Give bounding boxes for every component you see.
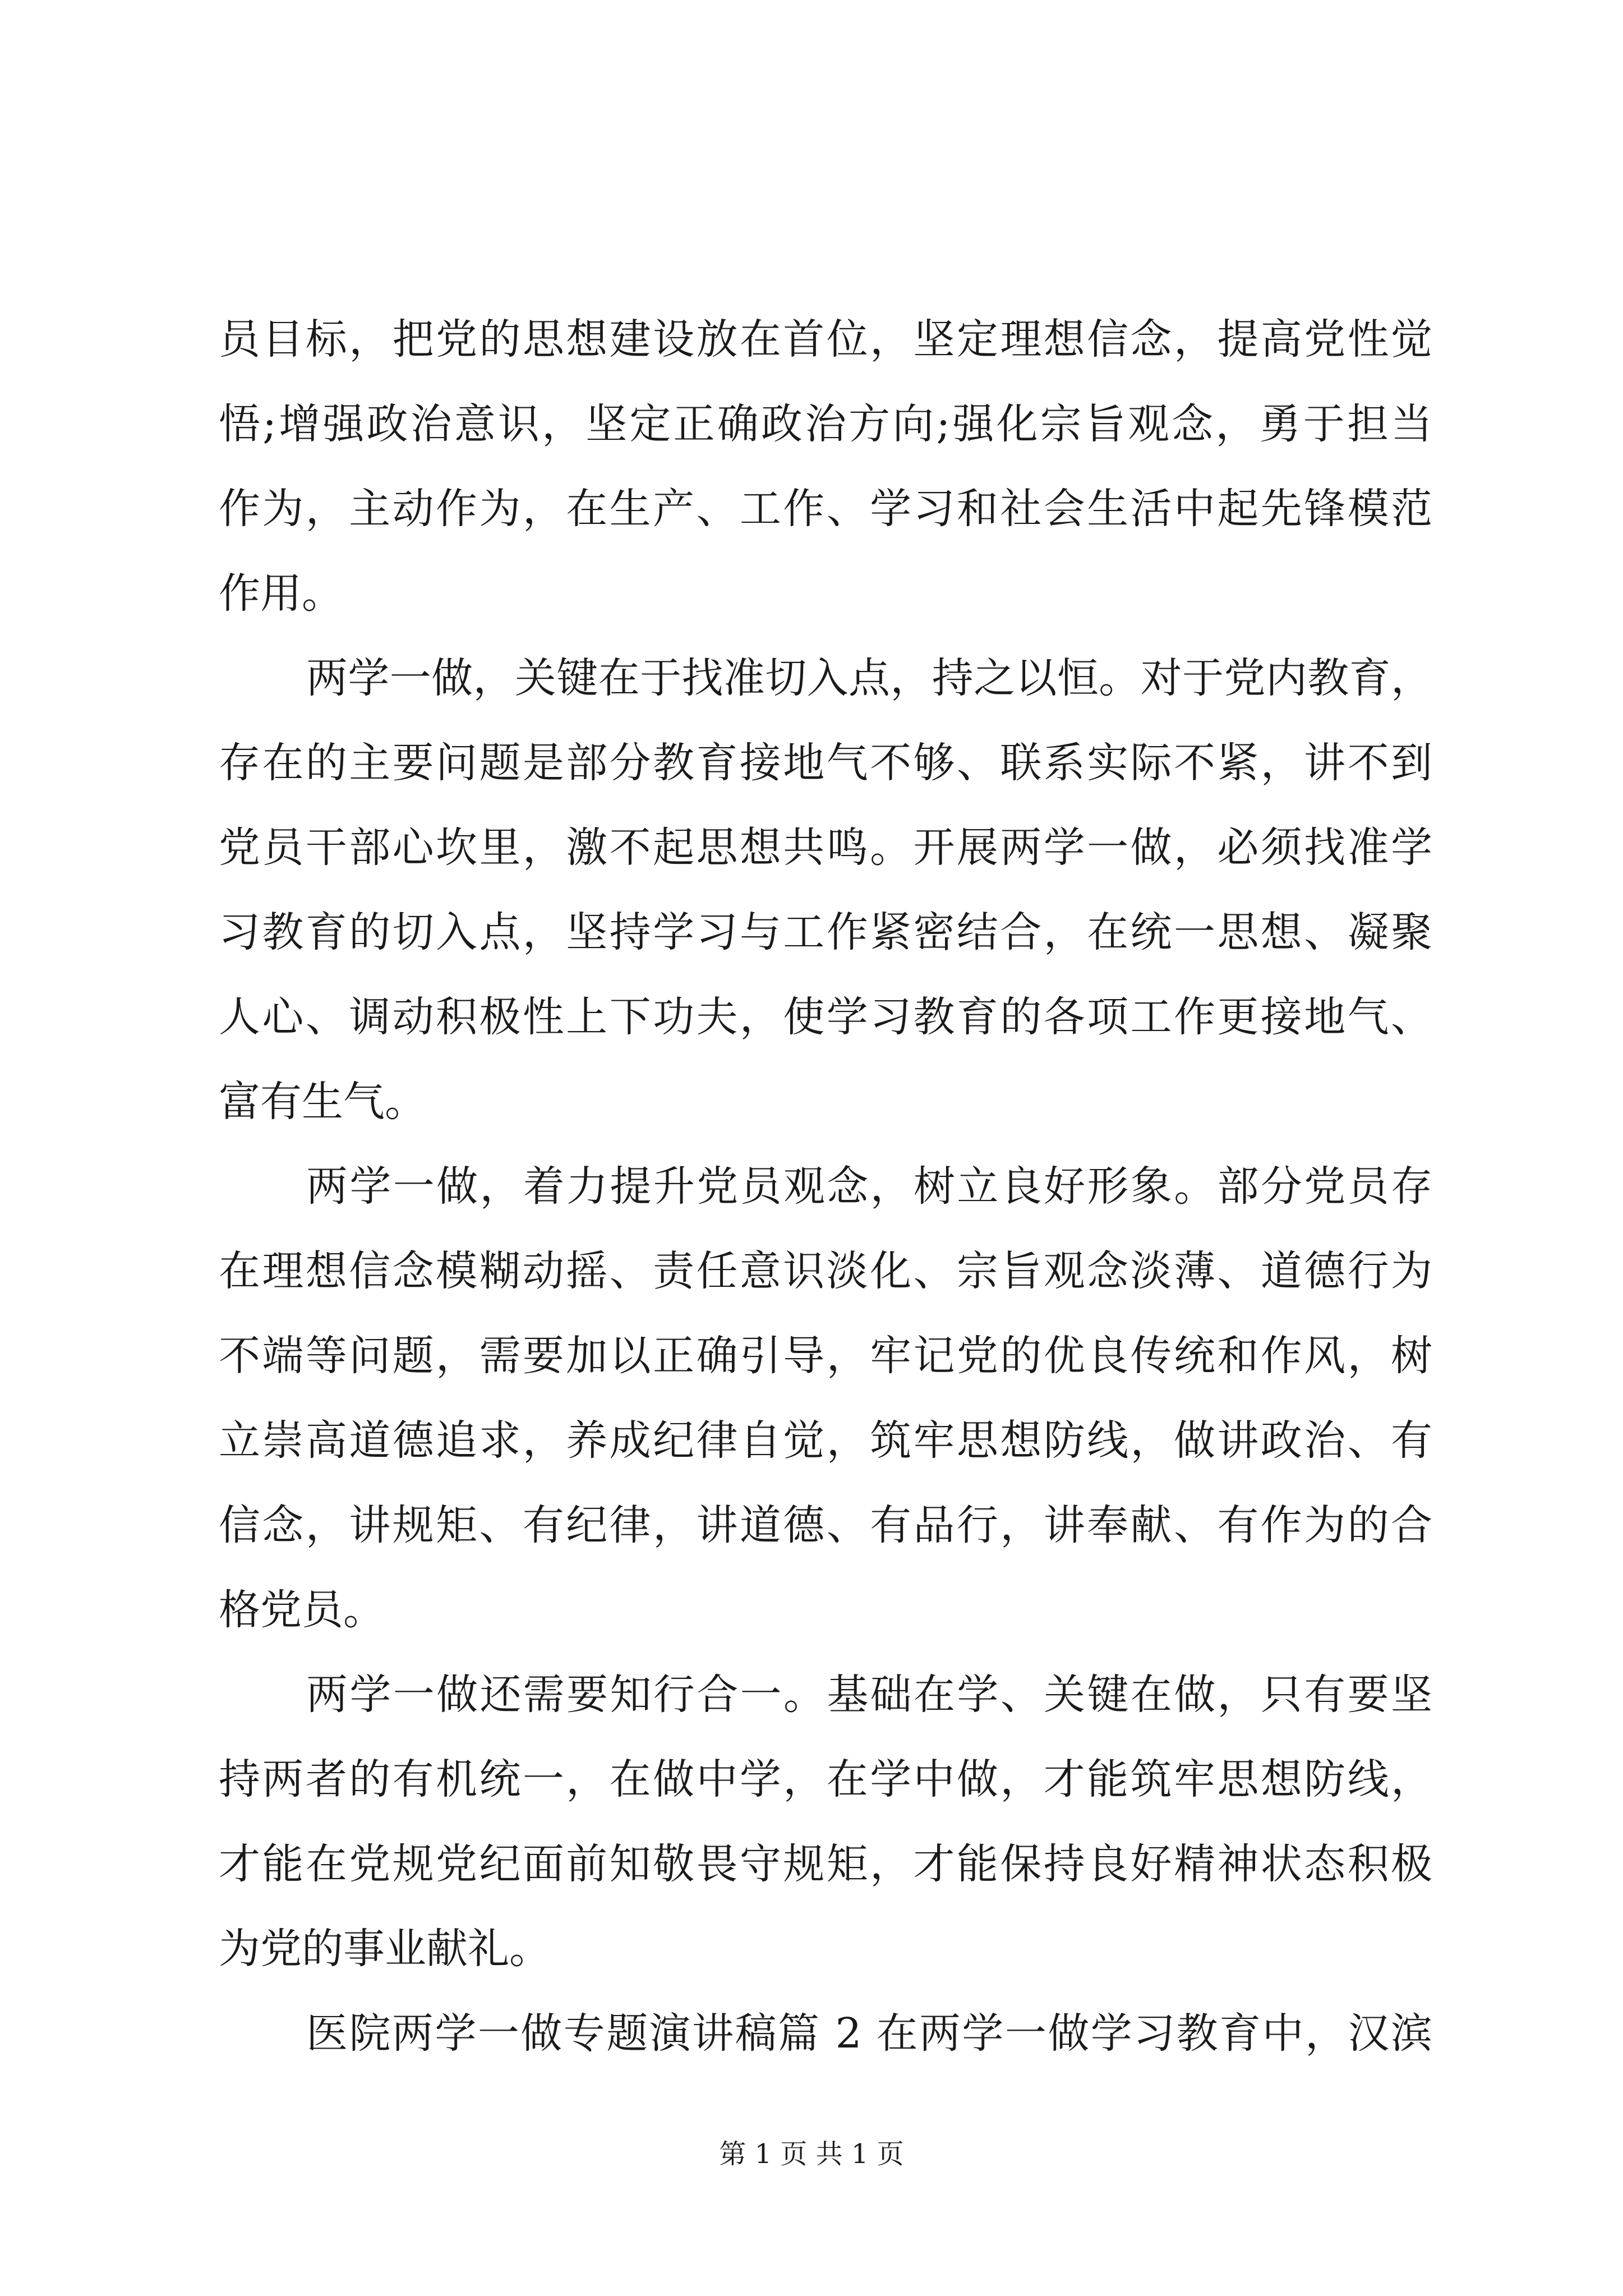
paragraph	[219, 1144, 1432, 1653]
page-footer: 第 1 页 共 1 页	[719, 2138, 904, 2170]
paragraph	[219, 636, 1432, 1144]
text-line: 格党员。	[219, 1586, 385, 1634]
text-line: 存在的主要问题是部分教育接地气不够、联系实际不紧，讲不到	[219, 739, 1432, 787]
paragraph	[219, 1991, 1432, 2076]
text-line: 作为，主动作为，在生产、工作、学习和社会生活中起先锋模范	[219, 485, 1432, 533]
paragraph	[219, 297, 1432, 636]
text-line: 习教育的切入点，坚持学习与工作紧密结合，在统一思想、凝聚	[219, 908, 1432, 956]
text-line: 不端等问题，需要加以正确引导，牢记党的优良传统和作风，树	[219, 1332, 1432, 1380]
text-line: 信念，讲规矩、有纪律，讲道德、有品行，讲奉献、有作为的合	[219, 1501, 1432, 1549]
text-line: 人心、调动积极性上下功夫，使学习教育的各项工作更接地气、	[219, 993, 1432, 1041]
text-line: 在理想信念模糊动摇、责任意识淡化、宗旨观念淡薄、道德行为	[219, 1247, 1432, 1295]
text-line: 才能在党规党纪面前知敬畏守规矩，才能保持良好精神状态积极	[219, 1840, 1432, 1888]
document-body	[219, 297, 1432, 2076]
text-line: 悟;增强政治意识，坚定正确政治方向;强化宗旨观念，勇于担当	[219, 400, 1432, 448]
text-line: 为党的事业献礼。	[219, 1925, 551, 1973]
text-line: 富有生气。	[219, 1078, 426, 1126]
text-line: 立崇高道德追求，养成纪律自觉，筑牢思想防线，做讲政治、有	[219, 1416, 1432, 1465]
paragraph	[219, 1653, 1432, 1991]
text-line: 两学一做还需要知行合一。基础在学、关键在做，只有要坚	[306, 1671, 1432, 1719]
text-line: 两学一做，关键在于找准切入点，持之以恒。对于党内教育，	[306, 654, 1432, 702]
text-line: 医院两学一做专题演讲稿篇 2 在两学一做学习教育中，汉滨	[306, 2009, 1432, 2058]
text-line: 员目标，把党的思想建设放在首位，坚定理想信念，提高党性觉	[219, 315, 1432, 364]
text-line: 党员干部心坎里，激不起思想共鸣。开展两学一做，必须找准学	[219, 823, 1432, 872]
text-line: 两学一做，着力提升党员观念，树立良好形象。部分党员存	[306, 1162, 1432, 1211]
text-line: 作用。	[219, 569, 343, 618]
text-line: 持两者的有机统一，在做中学，在学中做，才能筑牢思想防线，	[219, 1755, 1432, 1803]
